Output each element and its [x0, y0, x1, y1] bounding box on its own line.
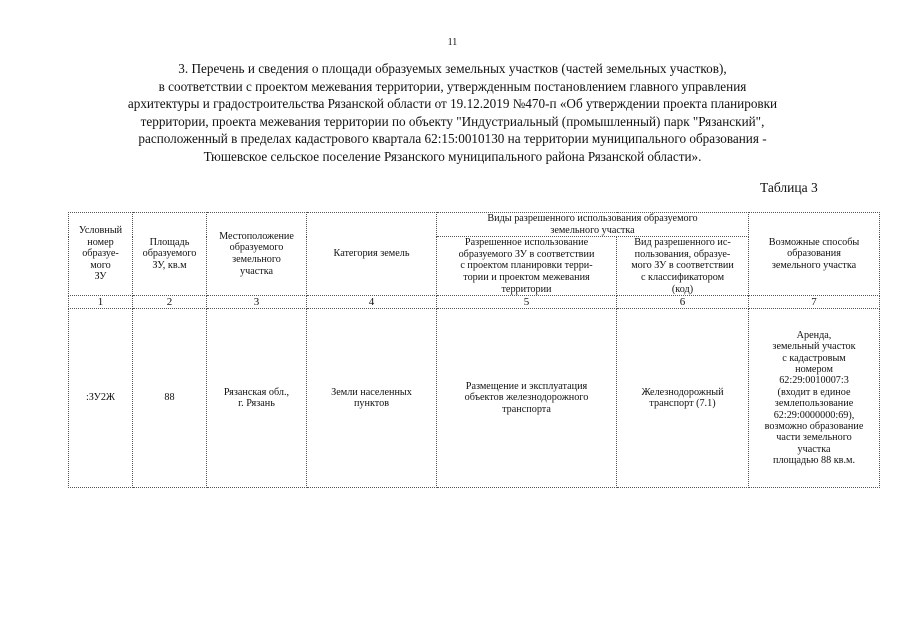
cell-land-category: Земли населенных пунктов — [307, 309, 437, 488]
cell-area: 88 — [133, 309, 207, 488]
section-heading — [70, 60, 835, 165]
header-use-code: Вид разрешенного ис- пользования, образуе- мого ЗУ в соответствии с классификатором (код) — [617, 237, 749, 296]
column-number: 6 — [617, 296, 749, 309]
column-number: 5 — [437, 296, 617, 309]
cell-location: Рязанская обл., г. Рязань — [207, 309, 307, 488]
cell-permitted-use: Размещение и эксплуатация объектов железнодорожного транспорта — [437, 309, 617, 488]
heading-line: 3. Перечень и сведения о площади образуемых земельных участков (частей земельных участков), — [178, 61, 727, 76]
table-label: Таблица 3 — [760, 180, 818, 195]
heading-line: в соответствии с проектом межевания территории, утвержденным постановлением главного управления — [158, 78, 747, 94]
cell-formation-method: Аренда, земельный участок с кадастровым номером 62:29:0010007:3 (входит в единое землепользование 62:29:0000000:69), возможно образование части земельного участка площадью 88 кв.м. — [749, 309, 880, 488]
land-plots-table — [68, 212, 880, 488]
table-row — [69, 309, 880, 488]
heading-line: расположенный в пределах кадастрового квартала 62:15:0010130 на территории муниципального образования - — [138, 131, 767, 146]
header-permitted-use-group: Виды разрешенного использования образуемого земельного участка — [437, 213, 749, 237]
column-number: 7 — [749, 296, 880, 309]
header-plot-number: Условный номер образуе- мого ЗУ — [69, 213, 133, 296]
column-number: 2 — [133, 296, 207, 309]
column-number-row — [69, 296, 880, 309]
cell-use-code: Железнодорожный транспорт (7.1) — [617, 309, 749, 488]
page-number: 11 — [447, 37, 458, 48]
column-number: 4 — [307, 296, 437, 309]
header-formation-methods: Возможные способы образования земельного участка — [749, 213, 880, 296]
header-permitted-use: Разрешенное использование образуемого ЗУ в соответствии с проектом планировки терри- тории и проектом межевания территории — [437, 237, 617, 296]
heading-line: архитектуры и градостроительства Рязанской области от 19.12.2019 №470-п «Об утверждении проекта планировки — [127, 96, 778, 111]
cell-plot-id: :ЗУ2Ж — [69, 309, 133, 488]
heading-line: Тюшевское сельское поселение Рязанского муниципального района Рязанской области». — [203, 148, 702, 164]
column-number: 3 — [207, 296, 307, 309]
header-area: Площадь образуемого ЗУ, кв.м — [133, 213, 207, 296]
column-number: 1 — [69, 296, 133, 309]
heading-line: территории, проекта межевания территории по объекту "Индустриальный (промышленный) парк "Рязанский", — [140, 113, 765, 129]
header-land-category: Категория земель — [307, 213, 437, 296]
header-location: Местоположение образуемого земельного участка — [207, 213, 307, 296]
